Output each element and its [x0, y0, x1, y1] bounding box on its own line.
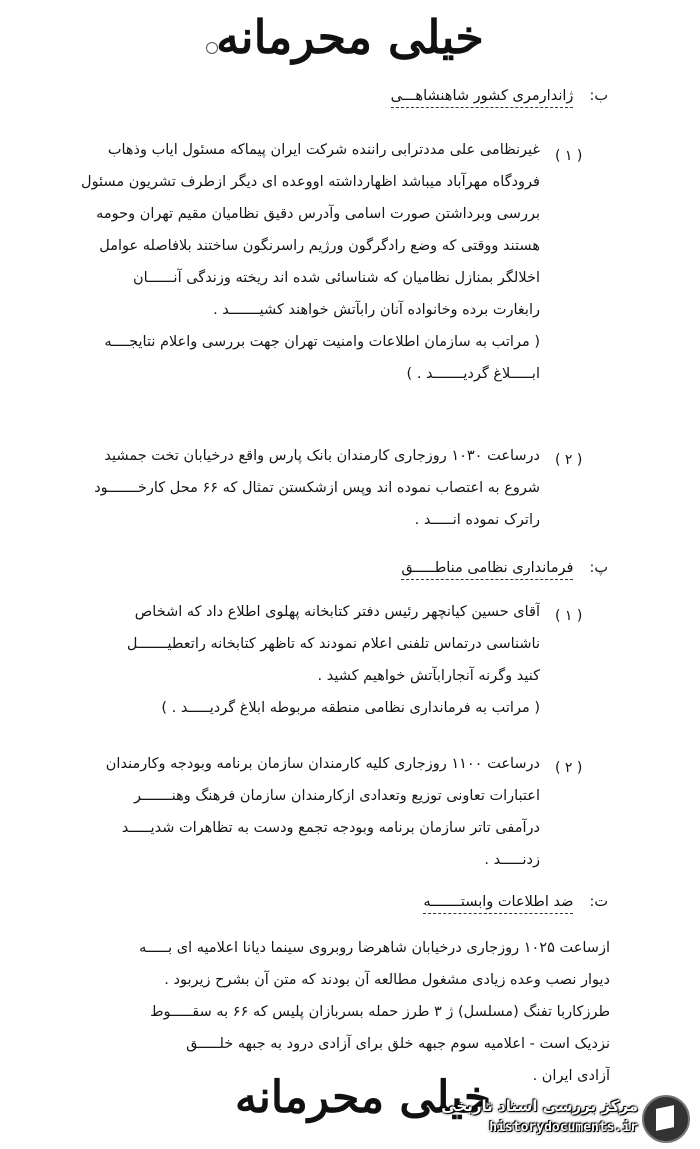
item-number: ( ۱ ) — [555, 148, 583, 164]
text-line: نزدیک است - اعلامیه سوم جبهه خلق برای آزادی درود به جبهه خلـــــق — [186, 1036, 610, 1052]
text-line: شروع به اعتصاب نموده اند وپس ازشکستن تمثال که ۶۶ محل کارخـــــــود — [94, 480, 540, 496]
text-line: اخلالگر بمنازل نظامیان که شناسائی شده اند ریخته وزندگی آنــــــان — [132, 270, 540, 286]
text-line: بررسی وبرداشتن صورت اسامی وآدرس دقیق نظامیان مقیم تهران وحومه — [96, 206, 540, 222]
punch-hole-mark — [206, 42, 218, 54]
text-line: فرودگاه مهرآباد میباشد اظهارداشته اووعده ای دیگر ازطرف تشریون مسئول — [81, 174, 540, 190]
text-line: درساعت ۱۱۰۰ روزجاری کلیه کارمندان سازمان برنامه وبودجه وکارمندان — [105, 756, 540, 772]
bottom-classification-stamp: خیلی محرمانه — [235, 1072, 492, 1123]
paragraph-p-2 — [70, 748, 540, 876]
text-line: ( مراتب به فرمانداری نظامی منطقه مربوطه ابلاغ گردیـــــد . ) — [161, 700, 540, 716]
text-line: کنید وگرنه آنجارابآتش خواهیم کشید . — [317, 668, 540, 684]
section-heading-b — [391, 88, 608, 104]
watermark — [430, 1093, 690, 1143]
text-line: ( مراتب به سازمان اطلاعات وامنیت تهران جهت بررسی واعلام نتایجــــه — [104, 334, 540, 350]
section-title: ژاندارمری کشور شاهنشاهـــی — [391, 88, 574, 108]
paragraph-b-2 — [70, 440, 540, 536]
text-line: آقای حسین کیانچهر رئیس دفتر کتابخانه پهلوی اطلاع داد که اشخاص — [134, 604, 540, 620]
section-heading-p — [401, 560, 608, 576]
text-line: آزادی ایران . — [532, 1068, 610, 1084]
section-title: ضد اطلاعات وابستـــــــه — [423, 894, 573, 914]
paragraph-p-1 — [70, 596, 540, 724]
section-letter: ب: — [589, 88, 608, 104]
text-line: درآمفی تاتر سازمان برنامه وبودجه تجمع ودست به تظاهرات شدیـــــد — [121, 820, 540, 836]
text-line: ابـــــلاغ گردیـــــــد . ) — [406, 366, 540, 382]
paragraph-t — [70, 932, 610, 1092]
text-line: زدنـــــد . — [484, 852, 540, 868]
text-line: دیوار نصب وعده زیادی مشغول مطالعه آن بودند که متن آن بشرح زیربود . — [164, 972, 610, 988]
text-line: درساعت ۱۰۳۰ روزجاری کارمندان بانک پارس واقع درخیابان تخت جمشید — [104, 448, 540, 464]
text-line: طرزکاربا تفنگ (مسلسل) ژ ۳ طرز حمله بسربازان پلیس که ۶۶ به سقـــــوط — [150, 1004, 610, 1020]
text-line: ازساعت ۱۰۲۵ روزجاری درخیابان شاهرضا روبروی سینما دیانا اعلامیه ای بـــــه — [139, 940, 610, 956]
watermark-persian-text: مرکز بررسی اسناد تاریخی — [441, 1097, 638, 1115]
text-line: هستند ووقتی که وضع رادگرگون ورژیم راسرنگون ساختند بلافاصله عوامل — [99, 238, 540, 254]
section-heading-t — [423, 894, 608, 910]
text-line: ناشناسی درتماس تلفنی اعلام نمودند که تاظهر کتابخانه راتعطیـــــــل — [126, 636, 540, 652]
document-logo-icon — [642, 1095, 690, 1143]
section-letter: ت: — [589, 894, 608, 910]
text-line: غیرنظامی علی مددترابی راننده شرکت ایران پیماکه مسئول ایاب وذهاب — [107, 142, 540, 158]
item-number: ( ۲ ) — [555, 760, 583, 776]
section-letter: پ: — [589, 560, 608, 576]
item-number: ( ۲ ) — [555, 452, 583, 468]
text-line: رابغارت برده وخانواده آنان رابآتش خواهند کشیـــــــد . — [213, 302, 540, 318]
paragraph-b-1 — [70, 134, 540, 390]
section-title: فرمانداری نظامی مناطـــــق — [401, 560, 573, 580]
text-line: اعتبارات تعاونی توزیع وتعدادی ازکارمندان سازمان فرهنگ وهنـــــــر — [133, 788, 540, 804]
text-line: راترک نموده انـــــد . — [414, 512, 540, 528]
watermark-url: historydocuments.ir — [489, 1120, 638, 1135]
item-number: ( ۱ ) — [555, 608, 583, 624]
top-classification-stamp: خیلی محرمانه — [216, 10, 484, 64]
